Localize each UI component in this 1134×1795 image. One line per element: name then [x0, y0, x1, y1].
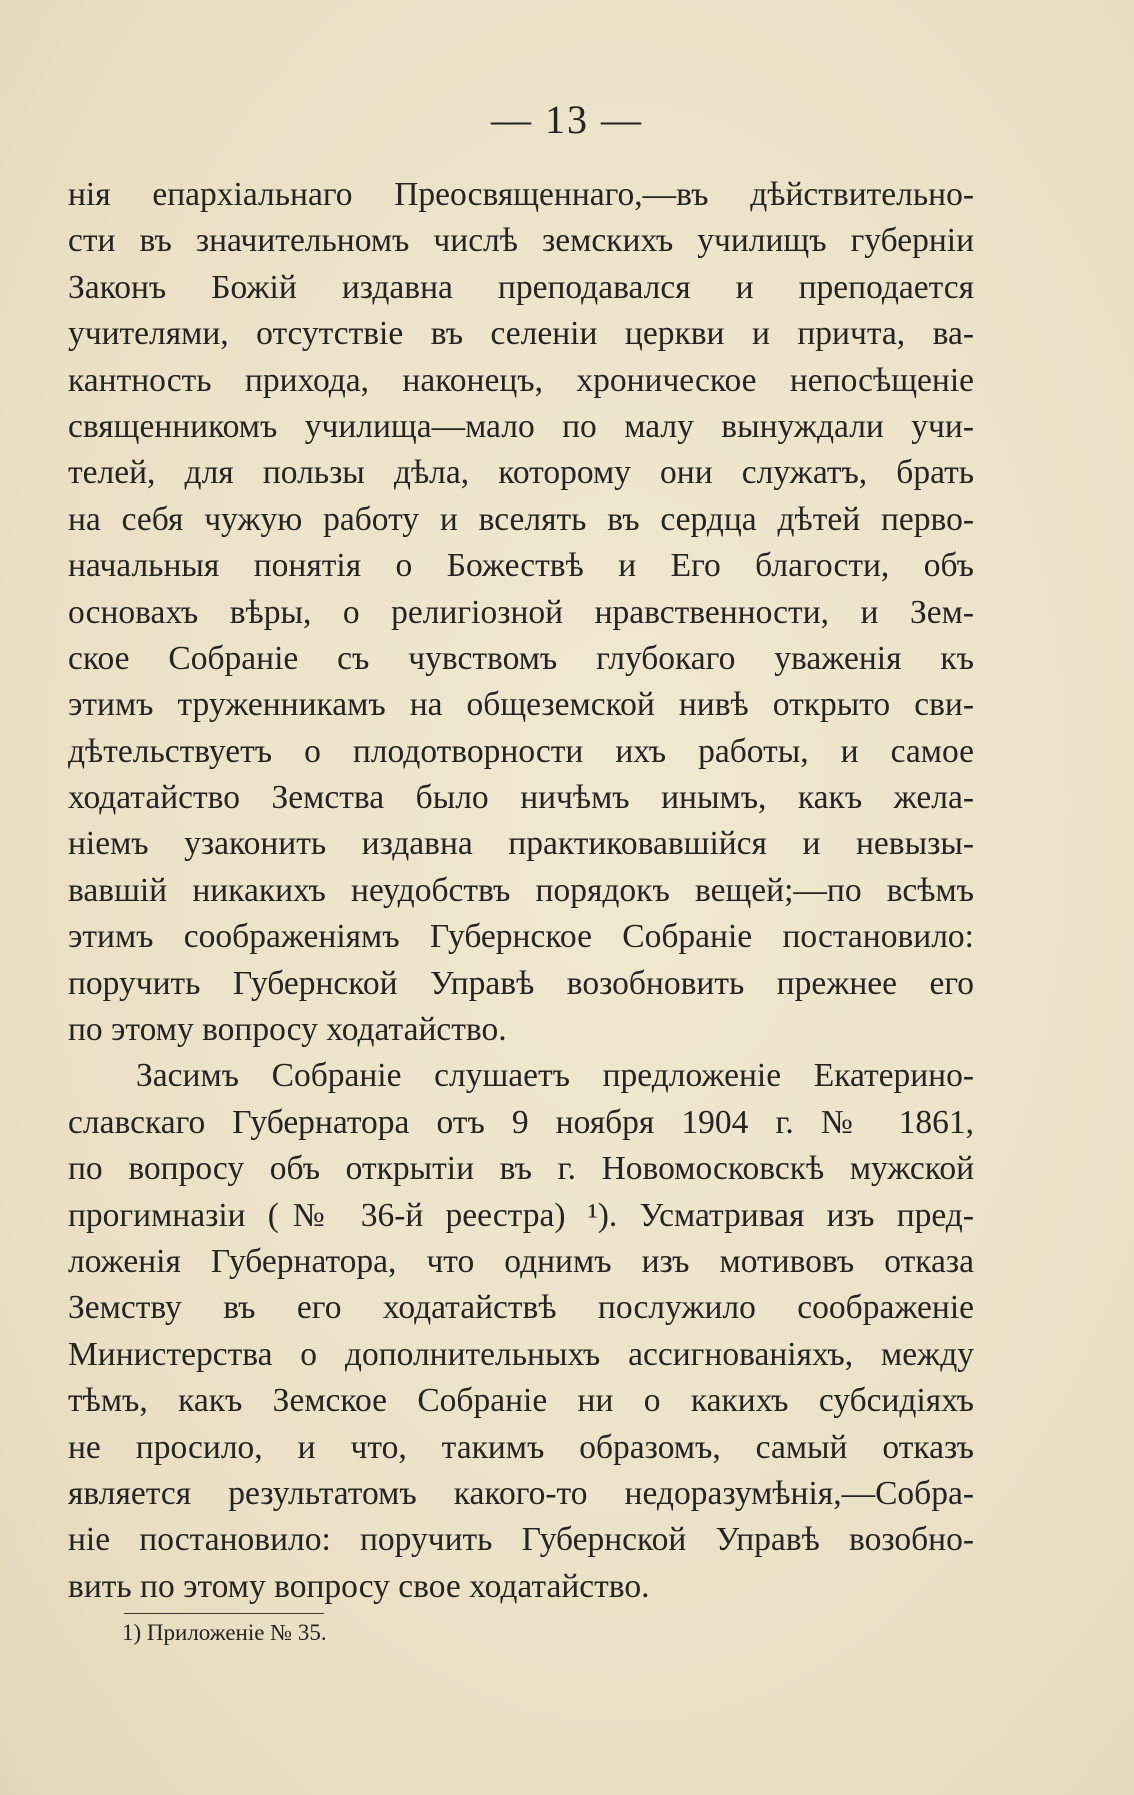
text-line: дѣтельствуетъ о плодотворности ихъ работы, и самое — [68, 732, 974, 770]
text-line: кантность прихода, наконецъ, хроническое непосѣщеніе — [68, 361, 974, 399]
paragraph-start-line: Засимъ Собраніе слушаетъ предложеніе Екатерино- — [136, 1057, 974, 1095]
text-line: Министерства о дополнительныхъ ассигнованіяхъ, между — [68, 1335, 974, 1373]
text-line: не просило, и что, такимъ образомъ, самый отказъ — [68, 1428, 974, 1466]
text-line: ское Собраніе съ чувствомъ глубокаго уваженія къ — [68, 639, 974, 677]
text-line: этимъ соображеніямъ Губернское Собраніе постановило: — [68, 918, 974, 956]
text-line: ложенія Губернатора, что однимъ изъ мотивовъ отказа — [68, 1242, 974, 1280]
text-line: на себя чужую работу и вселять въ сердца дѣтей перво- — [68, 500, 974, 538]
text-line: славскаго Губернатора отъ 9 ноября 1904 г. № 1861, — [68, 1103, 974, 1141]
text-line: ніемъ узаконить издавна практиковавшійся и невызы- — [68, 825, 974, 863]
text-line: нія епархіальнаго Преосвященнаго,—въ дѣйствительно- — [68, 176, 974, 213]
text-line: ходатайство Земства было ничѣмъ инымъ, какъ жела- — [68, 779, 974, 817]
footnote: 1) Приложеніе № 35. — [122, 1620, 327, 1645]
paragraph-end-line: вить по этому вопросу свое ходатайство. — [68, 1567, 650, 1605]
text-line: основахъ вѣры, о религіозной нравственности, и Зем- — [68, 593, 974, 631]
page-number: — 13 — — [491, 97, 643, 142]
text-line: учителями, отсутствіе въ селеніи церкви и причта, ва- — [68, 315, 974, 353]
text-line: по вопросу объ открытіи въ г. Новомосковскѣ мужской — [68, 1150, 974, 1188]
text-line: тѣмъ, какъ Земское Собраніе ни о какихъ субсидіяхъ — [68, 1382, 974, 1420]
text-line: прогимназіи (№ 36-й реестра) ¹). Усматривая изъ пред- — [68, 1196, 974, 1234]
text-line: Законъ Божій издавна преподавался и преподается — [68, 268, 974, 306]
text-line: священникомъ училища—мало по малу вынуждали учи- — [68, 407, 974, 445]
text-line: телей, для пользы дѣла, которому они служатъ, брать — [68, 454, 974, 492]
text-line: вавшій никакихъ неудобствъ порядокъ вещей;—по всѣмъ — [68, 871, 974, 909]
text-line: начальныя понятія о Божествѣ и Его благости, объ — [68, 547, 974, 585]
footnote-divider — [124, 1613, 324, 1614]
text-line: ніе постановило: поручить Губернской Управѣ возобно- — [68, 1521, 974, 1559]
body-text — [68, 172, 974, 1610]
paragraph-end-line: по этому вопросу ходатайство. — [68, 1011, 507, 1049]
text-line: является результатомъ какого-то недоразумѣнія,—Собра- — [68, 1474, 974, 1512]
text-line: этимъ труженникамъ на общеземской нивѣ открыто сви- — [68, 686, 974, 724]
text-line: сти въ значительномъ числѣ земскихъ училищъ губерніи — [68, 222, 974, 260]
text-line: Земству въ его ходатайствѣ послужило соображеніе — [68, 1289, 974, 1327]
text-line: поручить Губернской Управѣ возобновить прежнее его — [68, 964, 974, 1002]
